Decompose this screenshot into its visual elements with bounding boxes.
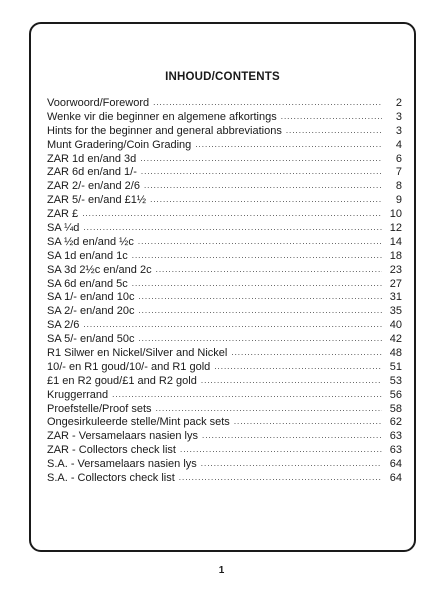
toc-leader-dots [138,304,382,318]
toc-leader-dots [231,346,382,360]
toc-leader-dots [214,360,382,374]
toc-entry-label: SA ¼d [47,222,80,235]
toc-entry [47,153,402,167]
toc-entry [47,194,402,208]
toc-entry-page: 42 [389,333,402,346]
toc-entry [47,361,402,375]
toc-leader-dots [140,152,382,166]
toc-entry-label: SA 5/- en/and 50c [47,333,135,346]
toc-entry [47,111,402,125]
toc-leader-dots [144,179,382,193]
toc-entry-page: 64 [389,472,402,485]
page-number: 1 [218,565,225,576]
toc-leader-dots [201,374,382,388]
toc-leader-dots [195,138,382,152]
toc-entry [47,472,402,486]
toc-leader-dots [179,471,382,485]
toc-entry-label: ZAR - Versamelaars nasien lys [47,430,198,443]
page-title: INHOUD/CONTENTS [165,71,280,83]
toc-entry-page: 8 [395,180,402,193]
toc-leader-dots [234,415,382,429]
toc-leader-dots [141,165,382,179]
table-of-contents [47,97,402,486]
toc-entry [47,333,402,347]
toc-entry-page: 27 [389,277,402,290]
toc-entry [47,319,402,333]
toc-entry-page: 64 [389,458,402,471]
toc-leader-dots [201,457,382,471]
toc-entry [47,222,402,236]
toc-entry-label: ZAR £ [47,208,79,221]
toc-entry-page: 10 [389,208,402,221]
toc-entry-label: ZAR 5/- en/and £1½ [47,194,147,207]
toc-entry [47,389,402,403]
toc-entry-page: 35 [389,305,402,318]
toc-entry-page: 51 [389,360,402,373]
toc-leader-dots [132,249,382,263]
toc-entry-page: 63 [389,444,402,457]
toc-leader-dots [138,235,382,249]
toc-entry-label: S.A. - Versamelaars nasien lys [47,458,197,471]
toc-leader-dots [156,263,382,277]
toc-entry-page: 3 [395,110,402,123]
toc-entry-label: Ongesirkuleerde stelle/Mint pack sets [47,416,230,429]
toc-entry-label: 10/- en R1 goud/10/- and R1 gold [47,360,211,373]
toc-entry-page: 12 [389,222,402,235]
toc-leader-dots [138,332,382,346]
toc-entry-label: ZAR 1d en/and 3d [47,152,137,165]
toc-entry-page: 7 [395,166,402,179]
toc-entry [47,444,402,458]
toc-entry-label: SA 2/6 [47,319,80,332]
toc-entry-label: S.A. - Collectors check list [47,472,175,485]
toc-leader-dots [132,277,382,291]
toc-leader-dots [180,443,382,457]
toc-entry-label: Voorwoord/Foreword [47,97,150,109]
toc-leader-dots [150,193,382,207]
toc-entry [47,250,402,264]
toc-entry [47,403,402,417]
toc-leader-dots [286,124,382,138]
toc-entry [47,139,402,153]
toc-entry-label: SA 2/- en/and 20c [47,305,135,318]
toc-entry [47,166,402,180]
toc-entry [47,305,402,319]
toc-entry [47,375,402,389]
toc-leader-dots [83,318,382,332]
toc-entry-page: 62 [389,416,402,429]
toc-entry [47,347,402,361]
toc-entry-page: 2 [395,97,402,109]
toc-entry-page: 6 [395,152,402,165]
toc-entry [47,97,402,111]
toc-entry-label: SA 3d 2½c en/and 2c [47,263,152,276]
toc-entry-label: ZAR 6d en/and 1/- [47,166,137,179]
toc-entry-page: 9 [395,194,402,207]
toc-entry-label: Munt Gradering/Coin Grading [47,138,192,151]
toc-entry-label: £1 en R2 goud/£1 and R2 gold [47,374,197,387]
toc-leader-dots [83,221,382,235]
toc-entry [47,125,402,139]
toc-entry [47,208,402,222]
toc-entry-label: Proefstelle/Proof sets [47,402,152,415]
toc-entry-page: 31 [389,291,402,304]
toc-entry-label: SA 1d en/and 1c [47,249,128,262]
toc-entry-page: 53 [389,374,402,387]
toc-entry [47,291,402,305]
toc-leader-dots [82,207,382,221]
toc-entry-label: SA 6d en/and 5c [47,277,128,290]
toc-entry [47,416,402,430]
toc-entry [47,430,402,444]
toc-leader-dots [202,429,382,443]
toc-entry [47,458,402,472]
toc-entry-page: 18 [389,249,402,262]
toc-entry [47,278,402,292]
toc-entry-label: ZAR 2/- en/and 2/6 [47,180,140,193]
toc-entry-page: 40 [389,319,402,332]
toc-entry [47,180,402,194]
toc-entry-label: R1 Silwer en Nickel/Silver and Nickel [47,347,228,360]
toc-entry-page: 14 [389,235,402,248]
toc-entry-label: SA 1/- en/and 10c [47,291,135,304]
toc-leader-dots [156,402,382,416]
toc-entry-label: ZAR - Collectors check list [47,444,176,457]
toc-entry-page: 63 [389,430,402,443]
page-frame [29,22,416,552]
toc-entry-page: 23 [389,263,402,276]
toc-entry-page: 58 [389,402,402,415]
toc-leader-dots [112,388,382,402]
toc-leader-dots [153,96,382,110]
toc-entry-page: 48 [389,347,402,360]
toc-entry-page: 4 [395,138,402,151]
toc-entry [47,264,402,278]
toc-entry-label: Hints for the beginner and general abbreviations [47,124,282,137]
toc-entry [47,236,402,250]
toc-leader-dots [138,290,382,304]
toc-entry-page: 56 [389,388,402,401]
toc-entry-label: Wenke vir die beginner en algemene afkortings [47,110,277,123]
toc-entry-label: Kruggerrand [47,388,109,401]
toc-entry-label: SA ½d en/and ½c [47,235,134,248]
toc-entry-page: 3 [395,124,402,137]
toc-leader-dots [281,110,382,124]
